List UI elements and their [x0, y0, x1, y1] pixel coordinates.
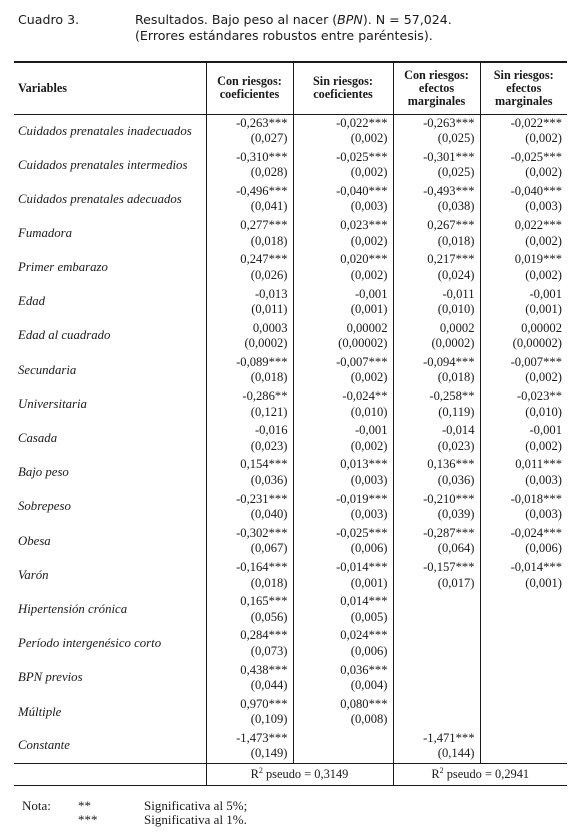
value-cell: [393, 729, 480, 763]
value-cell: [293, 558, 393, 592]
coefficient-value: -0,025***: [336, 149, 388, 164]
coefficient-value: -0,014: [441, 423, 475, 438]
variable-name: Fumadora: [18, 225, 73, 240]
table-row: [14, 148, 567, 182]
standard-error-value: (0,040): [250, 507, 288, 522]
standard-error-value: (0,008): [350, 712, 388, 727]
coefficient-value: 0,284***: [240, 628, 288, 643]
coefficient-value: -0,301***: [423, 149, 475, 164]
standard-error-value: (0,0002): [244, 336, 288, 351]
variable-name: Primer embarazo: [18, 260, 108, 275]
table-row: [14, 251, 567, 285]
standard-error-value: (0,018): [437, 370, 475, 385]
standard-error-value: (0,002): [350, 267, 388, 282]
value-cell: [293, 524, 393, 558]
coefficient-value: 0,036***: [340, 662, 388, 677]
coefficient-value: -1,473***: [236, 730, 288, 745]
value-cell: [480, 422, 567, 456]
value-cell: [293, 422, 393, 456]
coefficient-value: -0,001: [529, 423, 562, 438]
standard-error-value: (0,003): [350, 472, 388, 487]
table-title: [135, 12, 575, 44]
coefficient-value: 0,00002: [346, 320, 388, 335]
table-row: [14, 524, 567, 558]
header-col4: Sin riesgos: efectos marginales: [480, 62, 567, 114]
standard-error-value: (0,023): [250, 438, 288, 453]
coefficient-value: -0,018***: [510, 491, 562, 506]
coefficient-value: 0,080***: [340, 696, 388, 711]
title-subline: (Errores estándares robustos entre paréntesis).: [135, 28, 433, 43]
value-cell: [206, 319, 293, 353]
coefficient-value: 0,136***: [427, 457, 475, 472]
value-cell: [480, 251, 567, 285]
variable-name: Constante: [18, 738, 70, 753]
variable-name: Cuidados prenatales intermedios: [18, 157, 188, 172]
value-cell: [293, 251, 393, 285]
value-cell: [293, 627, 393, 661]
standard-error-value: (0,001): [525, 302, 562, 317]
standard-error-value: (0,002): [525, 131, 562, 146]
value-cell: [206, 456, 293, 490]
note-label: Nota:: [22, 798, 51, 813]
header-col2: Sin riesgos: coeficientes: [293, 62, 393, 114]
value-cell: [206, 627, 293, 661]
value-cell: [393, 251, 480, 285]
standard-error-value: (0,004): [350, 678, 388, 693]
table-row: [14, 593, 567, 627]
standard-error-value: (0,002): [525, 233, 562, 248]
value-cell: [206, 182, 293, 216]
table-row: [14, 388, 567, 422]
value-cell: [393, 593, 480, 627]
standard-error-value: (0,144): [437, 746, 475, 761]
coefficient-value: -0,040***: [336, 183, 388, 198]
variable-name: Obesa: [18, 533, 51, 548]
standard-error-value: (0,002): [350, 131, 388, 146]
variable-name: Secundaria: [18, 362, 77, 377]
value-cell: [480, 114, 567, 148]
coefficient-value: -0,024**: [342, 389, 388, 404]
standard-error-value: (0,002): [350, 438, 388, 453]
value-cell: [293, 114, 393, 148]
coefficient-value: -0,263***: [236, 115, 288, 130]
coefficient-value: -0,001: [354, 423, 388, 438]
coefficient-value: -0,231***: [236, 491, 288, 506]
value-cell: [480, 353, 567, 387]
value-cell: [480, 148, 567, 182]
coefficient-value: -0,022***: [510, 115, 562, 130]
coefficient-value: 0,00002: [521, 320, 562, 335]
standard-error-value: (0,044): [250, 678, 288, 693]
value-cell: [480, 285, 567, 319]
coefficient-value: 0,014***: [340, 594, 388, 609]
header-row: [14, 62, 567, 114]
value-cell: [480, 524, 567, 558]
standard-error-value: (0,001): [525, 575, 562, 590]
standard-error-value: (0,018): [250, 575, 288, 590]
footer-blank: [14, 764, 206, 786]
value-cell: [206, 524, 293, 558]
coefficient-value: -0,024***: [510, 525, 562, 540]
value-cell: [480, 593, 567, 627]
table-row: [14, 182, 567, 216]
standard-error-value: (0,002): [525, 370, 562, 385]
note-symbol: ***: [78, 812, 98, 827]
coefficient-value: 0,022***: [514, 218, 562, 233]
coefficient-value: -0,016: [254, 423, 288, 438]
value-cell: [293, 285, 393, 319]
standard-error-value: (0,003): [350, 507, 388, 522]
coefficient-value: -0,007***: [510, 354, 562, 369]
coefficient-value: -0,014***: [510, 560, 562, 575]
value-cell: [293, 729, 393, 763]
table-number: Cuadro 3.: [18, 12, 80, 27]
standard-error-value: (0,003): [525, 507, 562, 522]
value-cell: [393, 114, 480, 148]
standard-error-value: (0,023): [437, 438, 475, 453]
standard-error-value: (0,121): [250, 404, 288, 419]
coefficient-value: -0,040***: [510, 183, 562, 198]
note-symbol: **: [78, 798, 91, 813]
coefficient-value: -0,023**: [516, 389, 562, 404]
header-col3: Con riesgos: efectos marginales: [393, 62, 480, 114]
value-cell: [293, 661, 393, 695]
coefficient-value: -0,025***: [510, 149, 562, 164]
standard-error-value: (0,003): [525, 472, 562, 487]
table-row: [14, 558, 567, 592]
table-row: [14, 627, 567, 661]
value-cell: [393, 353, 480, 387]
coefficient-value: -0,007***: [336, 354, 388, 369]
value-cell: [393, 627, 480, 661]
standard-error-value: (0,017): [437, 575, 475, 590]
coefficient-value: 0,247***: [240, 252, 288, 267]
standard-error-value: (0,028): [250, 165, 288, 180]
value-cell: [293, 593, 393, 627]
standard-error-value: (0,002): [525, 165, 562, 180]
value-cell: [206, 490, 293, 524]
coefficient-value: -0,302***: [236, 525, 288, 540]
value-cell: [480, 558, 567, 592]
coefficient-value: 0,013***: [340, 457, 388, 472]
pseudo-r2-right: $R^2$ pseudo = 0,2941: [393, 764, 567, 786]
coefficient-value: -0,014***: [336, 560, 388, 575]
standard-error-value: (0,0002): [431, 336, 475, 351]
value-cell: [480, 182, 567, 216]
note-item: [78, 812, 247, 827]
standard-error-value: (0,026): [250, 267, 288, 282]
value-cell: [293, 388, 393, 422]
note-text: Significativa al 1%.: [144, 812, 247, 827]
standard-error-value: (0,018): [250, 233, 288, 248]
table-row: [14, 353, 567, 387]
coefficient-value: -1,471***: [423, 730, 475, 745]
table-row: [14, 695, 567, 729]
standard-error-value: (0,025): [437, 165, 475, 180]
value-cell: [206, 353, 293, 387]
coefficient-value: -0,164***: [236, 560, 288, 575]
standard-error-value: (0,010): [350, 404, 388, 419]
value-cell: [393, 148, 480, 182]
value-cell: [393, 456, 480, 490]
value-cell: [206, 388, 293, 422]
coefficient-value: 0,277***: [240, 218, 288, 233]
standard-error-value: (0,006): [525, 541, 562, 556]
coefficient-value: -0,310***: [236, 149, 288, 164]
header-variables: Variables: [18, 80, 67, 95]
standard-error-value: (0,006): [350, 541, 388, 556]
note-item: [78, 798, 247, 813]
coefficient-value: -0,001: [354, 286, 388, 301]
coefficient-value: -0,001: [529, 286, 562, 301]
variable-name: Hipertensión crónica: [18, 601, 128, 616]
variable-name: Cuidados prenatales adecuados: [18, 191, 182, 206]
value-cell: [480, 388, 567, 422]
pseudo-r2-row: [14, 764, 567, 786]
value-cell: [206, 695, 293, 729]
value-cell: [293, 695, 393, 729]
table-row: [14, 661, 567, 695]
value-cell: [293, 148, 393, 182]
value-cell: [480, 627, 567, 661]
variable-name: Universitaria: [18, 396, 87, 411]
table-row: [14, 490, 567, 524]
coefficient-value: -0,089***: [236, 354, 288, 369]
coefficient-value: -0,094***: [423, 354, 475, 369]
coefficient-value: 0,970***: [240, 696, 288, 711]
value-cell: [206, 148, 293, 182]
standard-error-value: (0,001): [350, 575, 388, 590]
standard-error-value: (0,041): [250, 199, 288, 214]
coefficient-value: 0,023***: [340, 218, 388, 233]
standard-error-value: (0,002): [525, 267, 562, 282]
standard-error-value: (0,039): [437, 507, 475, 522]
variable-name: BPN previos: [18, 670, 83, 685]
standard-error-value: (0,027): [250, 131, 288, 146]
value-cell: [206, 593, 293, 627]
standard-error-value: (0,00002): [512, 336, 562, 351]
standard-error-value: (0,011): [251, 302, 288, 317]
header-col1: Con riesgos: coeficientes: [206, 62, 293, 114]
coefficient-value: 0,165***: [240, 594, 288, 609]
table-row: [14, 114, 567, 148]
standard-error-value: (0,119): [438, 404, 475, 419]
table-row: [14, 422, 567, 456]
coefficient-value: 0,154***: [240, 457, 288, 472]
variable-name: Sobrepeso: [18, 499, 71, 514]
coefficient-value: -0,258**: [429, 389, 475, 404]
coefficient-value: 0,217***: [427, 252, 475, 267]
value-cell: [393, 388, 480, 422]
standard-error-value: (0,149): [250, 746, 288, 761]
value-cell: [480, 729, 567, 763]
coefficient-value: -0,287***: [423, 525, 475, 540]
value-cell: [206, 114, 293, 148]
value-cell: [480, 490, 567, 524]
coefficient-value: -0,013: [254, 286, 288, 301]
value-cell: [480, 661, 567, 695]
table-body: [14, 114, 567, 764]
value-cell: [393, 558, 480, 592]
value-cell: [480, 695, 567, 729]
standard-error-value: (0,018): [250, 370, 288, 385]
value-cell: [206, 217, 293, 251]
variable-name: Edad: [18, 294, 46, 309]
coefficient-value: 0,011***: [515, 457, 562, 472]
standard-error-value: (0,006): [350, 643, 388, 658]
standard-error-value: (0,003): [350, 199, 388, 214]
standard-error-value: (0,073): [250, 643, 288, 658]
standard-error-value: (0,109): [250, 712, 288, 727]
standard-error-value: (0,003): [525, 199, 562, 214]
title-suffix: ). N = 57,024.: [362, 12, 452, 27]
coefficient-value: 0,024***: [340, 628, 388, 643]
coefficient-value: -0,286**: [242, 389, 288, 404]
value-cell: [206, 251, 293, 285]
value-cell: [393, 422, 480, 456]
pseudo-r2-left: $R^2$ pseudo = 0,3149: [206, 764, 393, 786]
variable-name: Varón: [18, 567, 49, 582]
results-table: [14, 61, 567, 786]
value-cell: [293, 182, 393, 216]
coefficient-value: 0,0003: [252, 320, 288, 335]
value-cell: [393, 182, 480, 216]
value-cell: [206, 285, 293, 319]
coefficient-value: -0,496***: [236, 183, 288, 198]
value-cell: [393, 661, 480, 695]
variable-name: Múltiple: [18, 704, 62, 719]
standard-error-value: (0,018): [437, 233, 475, 248]
value-cell: [293, 319, 393, 353]
standard-error-value: (0,056): [250, 609, 288, 624]
value-cell: [393, 319, 480, 353]
standard-error-value: (0,010): [437, 302, 475, 317]
table-row: [14, 729, 567, 763]
value-cell: [293, 456, 393, 490]
value-cell: [293, 217, 393, 251]
table-row: [14, 319, 567, 353]
value-cell: [393, 524, 480, 558]
value-cell: [293, 353, 393, 387]
coefficient-value: 0,020***: [340, 252, 388, 267]
title-italic-abbrev: BPN: [337, 12, 363, 27]
table-row: [14, 285, 567, 319]
value-cell: [480, 456, 567, 490]
coefficient-value: -0,025***: [336, 525, 388, 540]
value-cell: [206, 729, 293, 763]
standard-error-value: (0,002): [350, 233, 388, 248]
standard-error-value: (0,002): [350, 165, 388, 180]
standard-error-value: (0,005): [350, 609, 388, 624]
standard-error-value: (0,001): [350, 302, 388, 317]
standard-error-value: (0,064): [437, 541, 475, 556]
variable-name: Casada: [18, 431, 58, 446]
standard-error-value: (0,036): [437, 472, 475, 487]
standard-error-value: (0,024): [437, 267, 475, 282]
coefficient-value: 0,0002: [439, 320, 475, 335]
title-prefix: Resultados. Bajo peso al nacer (: [135, 12, 338, 27]
coefficient-value: 0,267***: [427, 218, 475, 233]
value-cell: [480, 319, 567, 353]
coefficient-value: -0,011: [442, 286, 475, 301]
value-cell: [480, 217, 567, 251]
value-cell: [206, 558, 293, 592]
coefficient-value: 0,019***: [514, 252, 562, 267]
standard-error-value: (0,067): [250, 541, 288, 556]
variable-name: Período intergenésico corto: [18, 636, 162, 651]
coefficient-value: -0,157***: [423, 560, 475, 575]
coefficient-value: -0,263***: [423, 115, 475, 130]
standard-error-value: (0,025): [437, 131, 475, 146]
standard-error-value: (0,010): [525, 404, 562, 419]
coefficient-value: 0,438***: [240, 662, 288, 677]
value-cell: [393, 490, 480, 524]
value-cell: [293, 490, 393, 524]
value-cell: [393, 217, 480, 251]
value-cell: [206, 422, 293, 456]
table-row: [14, 456, 567, 490]
coefficient-value: -0,493***: [423, 183, 475, 198]
standard-error-value: (0,002): [350, 370, 388, 385]
standard-error-value: (0,036): [250, 472, 288, 487]
standard-error-value: (0,002): [525, 438, 562, 453]
value-cell: [393, 695, 480, 729]
standard-error-value: (0,038): [437, 199, 475, 214]
value-cell: [393, 285, 480, 319]
note-text: Significativa al 5%;: [144, 798, 248, 813]
coefficient-value: -0,022***: [336, 115, 388, 130]
variable-name: Cuidados prenatales inadecuados: [18, 123, 192, 138]
coefficient-value: -0,019***: [336, 491, 388, 506]
variable-name: Bajo peso: [18, 465, 69, 480]
coefficient-value: -0,210***: [423, 491, 475, 506]
table-row: [14, 217, 567, 251]
standard-error-value: (0,00002): [338, 336, 388, 351]
variable-name: Edad al cuadrado: [18, 328, 111, 343]
value-cell: [206, 661, 293, 695]
